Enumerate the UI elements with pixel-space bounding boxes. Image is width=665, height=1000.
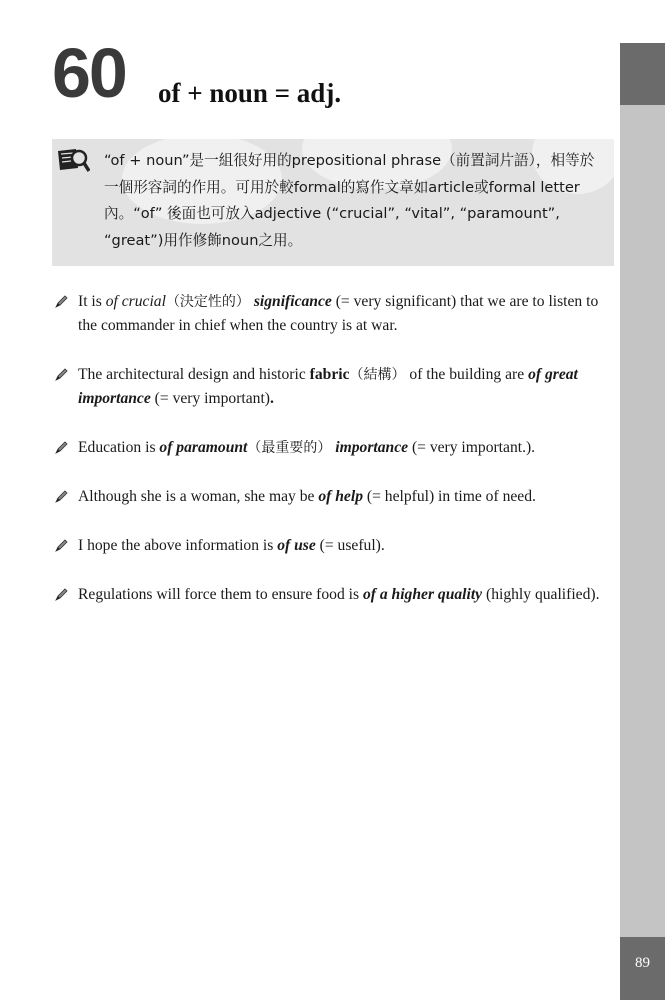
grammar-note-box: [52, 139, 614, 266]
sentence-text: It is: [78, 293, 106, 310]
sentence-text: (= very important.).: [408, 439, 536, 456]
target-phrase: importance: [331, 439, 409, 456]
unit-number: 60: [52, 34, 126, 112]
sentence-text: Education is: [78, 439, 160, 456]
example-sentence: [52, 290, 617, 338]
bold-word: .: [270, 390, 274, 407]
chinese-gloss: （最重要的）: [247, 440, 332, 456]
sentence-text: Regulations will force them to ensure food is: [78, 586, 363, 603]
italic-phrase: of crucial: [105, 293, 166, 310]
page-number: 89: [635, 955, 650, 971]
sentence-text: Although she is a woman, she may be: [78, 488, 319, 505]
magnifier-note-icon: [56, 146, 90, 174]
chapter-thumb-tab: [620, 43, 665, 105]
chinese-gloss: （結構）: [349, 367, 406, 383]
grammar-note-text: “of + noun”是一組很好用的prepositional phrase（前置詞片語），相等於一個形容詞的作用。可用於較formal的寫作文章如article或formal letter內。“of” 後面也可放入adjective (“crucial”, “vital”, “paramount”, “great”)用作修飾noun之用。: [104, 152, 595, 249]
target-phrase: of a higher quality: [362, 586, 483, 603]
unit-title: of + noun = adj.: [158, 78, 342, 108]
sentence-text: (= very significant) that we are to listen to the commander in chief when the country is at war.: [78, 293, 599, 334]
side-thumb-strip: [620, 43, 665, 1000]
example-sentence: [52, 534, 617, 558]
sentence-text: of the building are: [405, 366, 529, 383]
target-phrase: of great importance: [78, 366, 578, 407]
sentence-text: (= helpful) in time of need.: [363, 488, 536, 505]
example-sentence: [52, 363, 617, 411]
chinese-gloss: （決定性的）: [165, 294, 250, 310]
bold-word: fabric: [309, 366, 350, 383]
target-phrase: of use: [277, 537, 316, 554]
pencil-icon: [54, 368, 68, 382]
target-phrase: of paramount: [159, 439, 248, 456]
example-sentence: [52, 583, 617, 607]
pencil-icon: [54, 490, 68, 504]
pencil-icon: [54, 588, 68, 602]
sentence-text: (highly qualified).: [482, 586, 600, 603]
pencil-icon: [54, 441, 68, 455]
sentence-text: The architectural design and historic: [78, 366, 310, 383]
pencil-icon: [54, 539, 68, 553]
example-list: [52, 290, 617, 632]
sentence-text: (= very important): [150, 390, 270, 407]
sentence-text: I hope the above information is: [78, 537, 278, 554]
example-sentence: [52, 436, 617, 460]
target-phrase: significance: [249, 293, 332, 310]
target-phrase: of help: [318, 488, 363, 505]
pencil-icon: [54, 295, 68, 309]
example-sentence: [52, 485, 617, 509]
sentence-text: (= useful).: [315, 537, 385, 554]
